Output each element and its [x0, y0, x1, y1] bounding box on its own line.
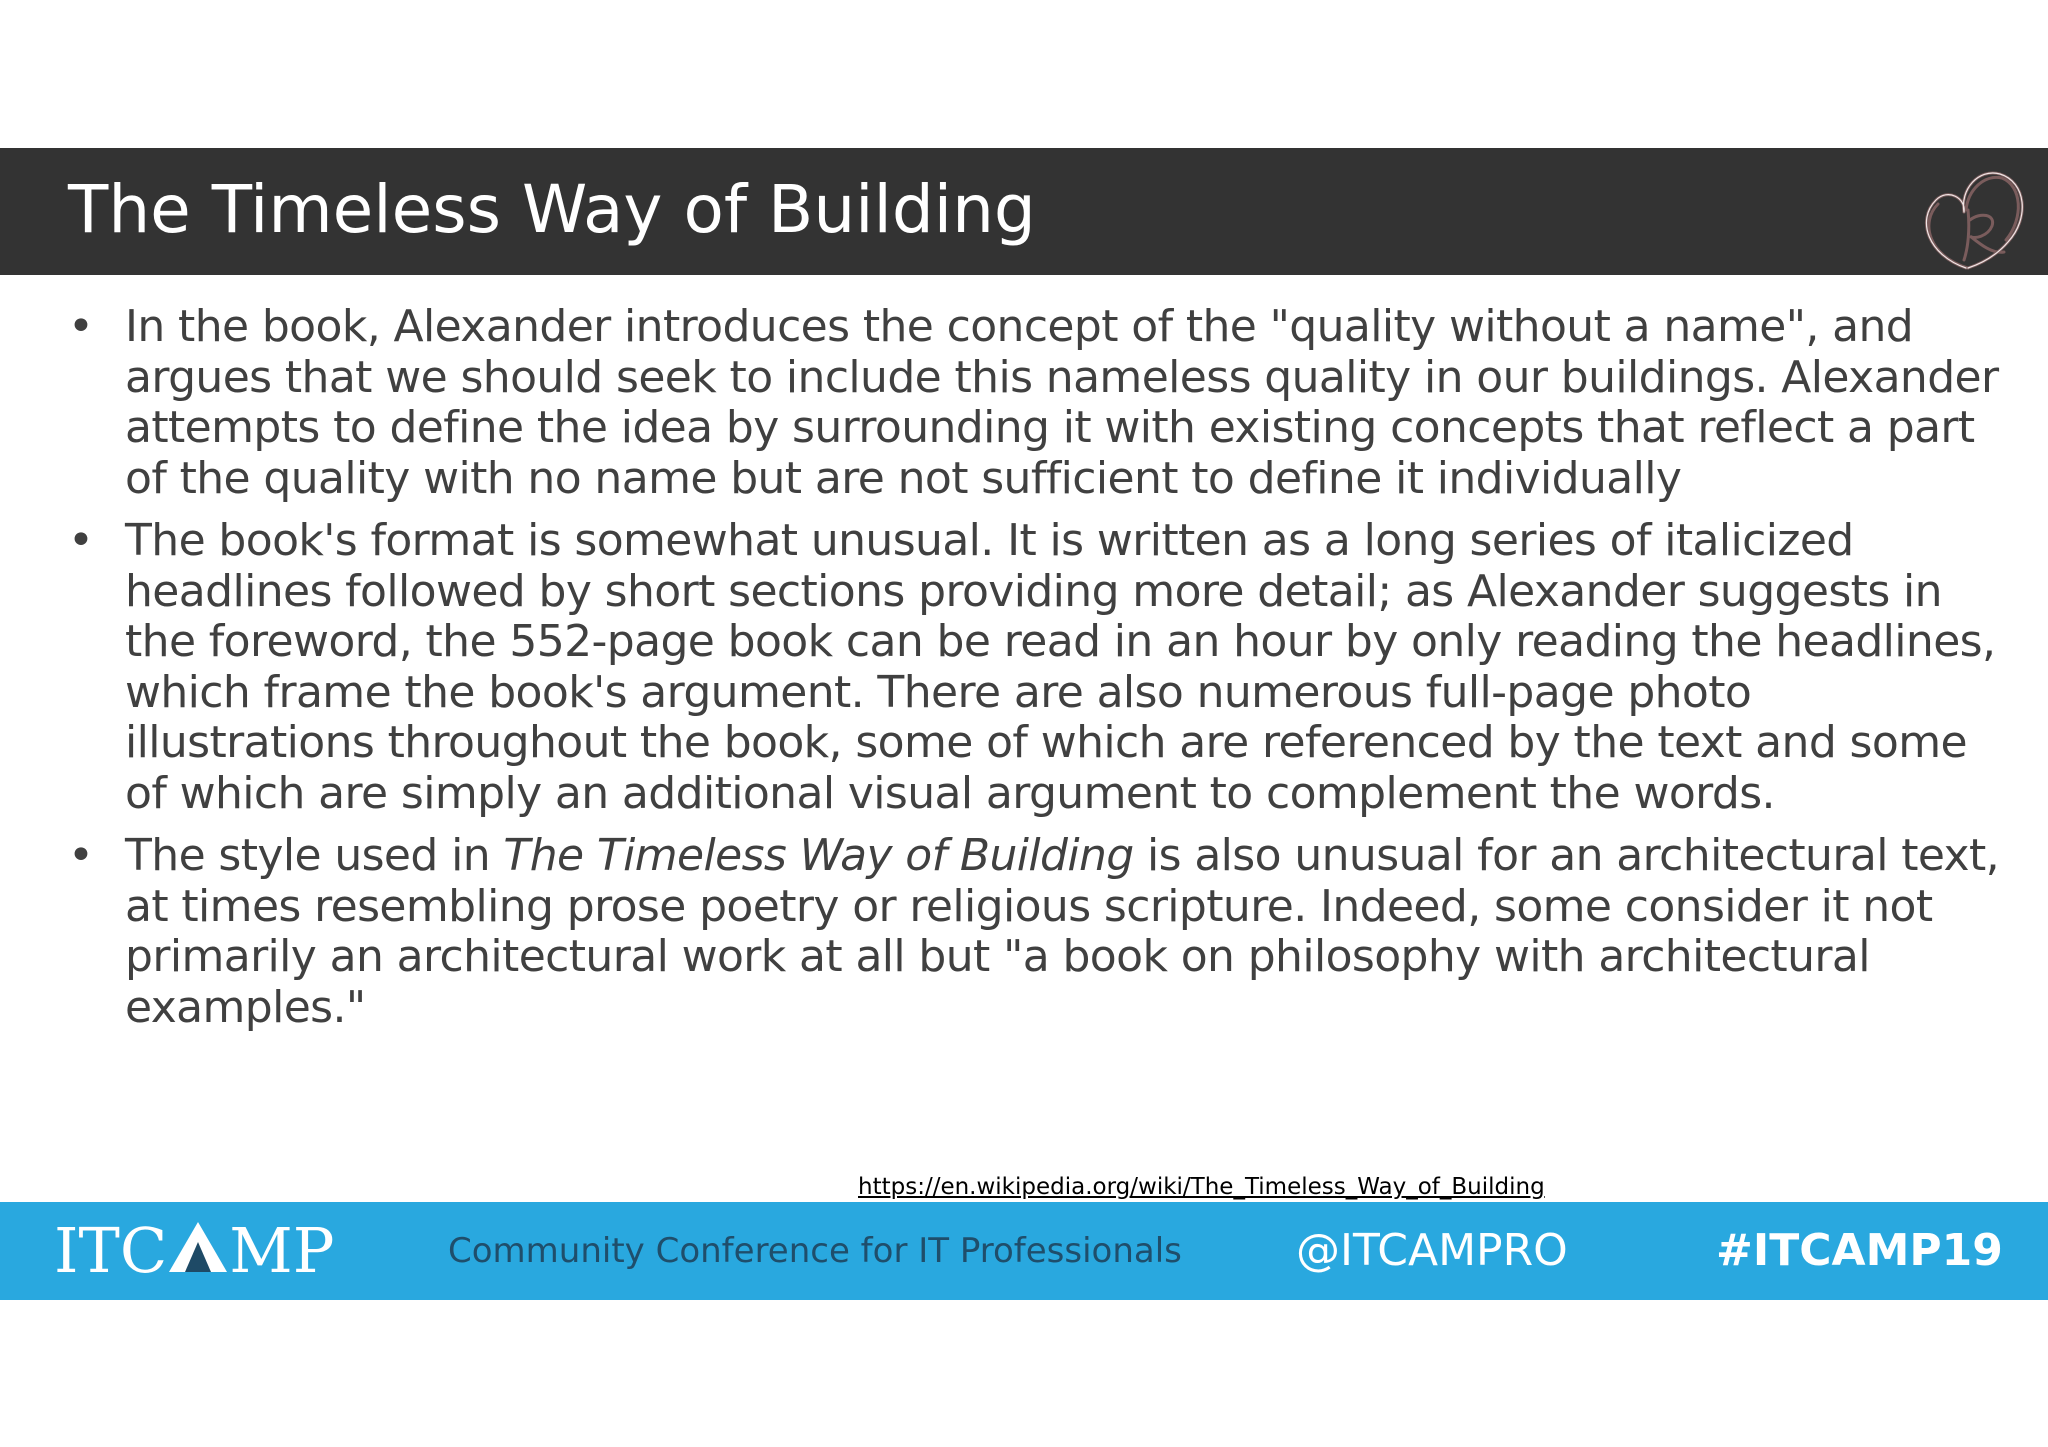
- book-title-italic: The Timeless Way of Building: [503, 830, 1134, 881]
- bullet-marker: •: [68, 515, 94, 566]
- footer-tagline: Community Conference for IT Professionals: [448, 1231, 1182, 1271]
- slide-title: The Timeless Way of Building: [68, 171, 1036, 248]
- itcamp-logo: [54, 1214, 335, 1287]
- bullet-item: [60, 516, 2000, 819]
- event-hashtag: #ITCAMP19: [1716, 1225, 2003, 1276]
- title-bar: [0, 148, 2048, 275]
- bullet-marker: •: [68, 830, 94, 881]
- footer-bar: [0, 1202, 2048, 1300]
- signature-logo-icon: [1908, 160, 2038, 290]
- bullet-text: In the book, Alexander introduces the concept of the "quality without a name", and argues that we should seek to include this nameless quality in our buildings. Alexander attempts to define the idea by surrounding it with existing concepts that reflect a part of the quality with no name but are not sufficient to define it individually: [125, 301, 1999, 504]
- bullet-text: The book's format is somewhat unusual. It is written as a long series of italicized headlines followed by short sections providing more detail; as Alexander suggests in the foreword, the 552-page book can be read in an hour by only reading the headlines, which frame the book's argument. There are also numerous full-page photo illustrations throughout the book, some of which are referenced by the text and some of which are simply an additional visual argument to complement the words.: [125, 515, 1996, 819]
- twitter-handle: @ITCAMPRO: [1296, 1225, 1568, 1276]
- bullet-item: [60, 302, 2000, 504]
- source-link[interactable]: https://en.wikipedia.org/wiki/The_Timeless_Way_of_Building: [858, 1174, 1545, 1200]
- bullet-marker: •: [68, 301, 94, 352]
- tent-icon: [167, 1220, 229, 1272]
- bullet-list: [60, 302, 2000, 1045]
- bullet-text-before: The style used in: [125, 830, 504, 881]
- bullet-text-after: is also unusual for an architectural text, at times resembling prose poetry or religious scripture. Indeed, some consider it not primarily an architectural work at all but "a book on philosophy with architectural examples.": [125, 830, 2000, 1033]
- bullet-item: [60, 831, 2000, 1033]
- logo-text-left: ITC: [54, 1214, 168, 1287]
- logo-text-right: MP: [229, 1214, 335, 1287]
